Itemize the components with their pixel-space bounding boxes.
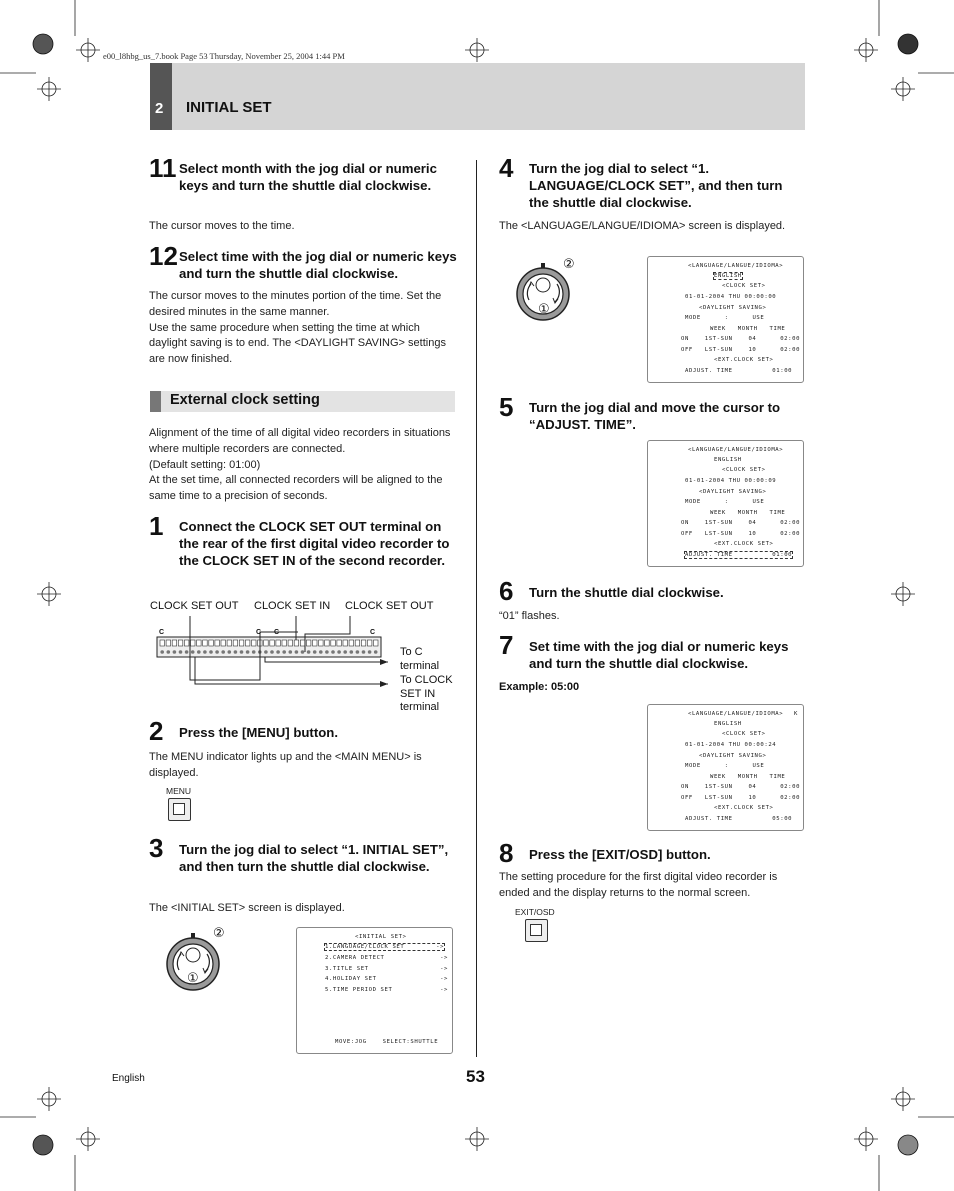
color-target-mark [898, 34, 918, 54]
arrow-label-to-clock-set-in: To CLOCK SET IN terminal [400, 674, 453, 713]
c-mark-4: C [370, 629, 376, 636]
osd-corner-mark: K [794, 711, 798, 717]
osd-line: WEEK MONTH TIME [710, 326, 786, 332]
step-12-body: The cursor moves to the minutes portion of the time. Set the desired minutes in the same manner. Use the same procedure when setting the time at which daylight saving is to end. The <DAYLIGHT SAVING> settings are now finished. [149, 290, 446, 366]
diagram-label-clock-set-out-1: CLOCK SET OUT [150, 600, 239, 612]
chapter-number-box [150, 63, 172, 130]
terminal-screw [337, 650, 341, 654]
step-11-body: The cursor moves to the time. [149, 220, 295, 232]
terminal-pin [191, 640, 196, 646]
section-body: Alignment of the time of all digital video recorders in situations where multiple recorders are connected. (Default setting: 01:00) At the set time, all connected recorders will be aligned to the same time to a precision of seconds. [149, 427, 451, 503]
osd-line: 2.CAMERA DETECT -> [325, 955, 448, 961]
step-1-number: 1 [149, 511, 164, 541]
osd-footer: MOVE:JOG SELECT:SHUTTLE [335, 1039, 439, 1045]
step-4-number: 4 [499, 153, 514, 183]
terminal-screw [313, 650, 317, 654]
diagram-label-clock-set-out-2: CLOCK SET OUT [345, 600, 434, 612]
terminal-screw [215, 650, 219, 654]
step-11-title: Select month with the jog dial or numeric keys and turn the shuttle dial clockwise. [179, 161, 437, 193]
terminal-screw [350, 650, 354, 654]
terminal-screw [246, 650, 250, 654]
terminal-screw [307, 650, 311, 654]
terminal-pin [221, 640, 226, 646]
step-5-title: Turn the jog dial and move the cursor to “ADJUST. TIME”. [529, 400, 781, 432]
terminal-screw [160, 650, 164, 654]
step-8-number: 8 [499, 838, 514, 868]
terminal-screw [295, 650, 299, 654]
exit-osd-button-icon [525, 919, 548, 942]
osd-line: <LANGUAGE/LANGUE/IDIOMA> [688, 711, 784, 717]
color-target-mark [898, 1135, 918, 1155]
print-info: e00_l8hbg_us_7.book Page 53 Thursday, November 25, 2004 1:44 PM [103, 51, 345, 61]
terminal-screw [209, 650, 213, 654]
osd-line: <DAYLIGHT SAVING> [699, 753, 767, 759]
osd-line: 01-01-2004 THU 00:00:00 [685, 294, 777, 300]
step-6-number: 6 [499, 576, 514, 606]
terminal-screw [331, 650, 335, 654]
step-12-number: 12 [149, 241, 178, 271]
color-target-mark [33, 1135, 53, 1155]
terminal-pin [166, 640, 171, 646]
osd-line: <CLOCK SET> [722, 731, 766, 737]
terminal-pin [276, 640, 281, 646]
osd-line: <EXT.CLOCK SET> [714, 541, 774, 547]
initial-set-screen [296, 927, 453, 1054]
terminal-pin [288, 640, 293, 646]
terminal-screw [368, 650, 372, 654]
terminal-pin [343, 640, 348, 646]
terminal-pin [227, 640, 232, 646]
connection-wire [265, 657, 388, 662]
chapter-header-band [150, 63, 805, 130]
terminal-pin [252, 640, 257, 646]
terminal-screw [356, 650, 360, 654]
osd-line: MODE : USE [685, 763, 765, 769]
terminal-pin [282, 640, 287, 646]
arrow-head [380, 659, 388, 665]
terminal-pin [294, 640, 299, 646]
terminal-pin [245, 640, 250, 646]
osd-line: MODE : USE [685, 499, 765, 505]
c-mark-2: C [256, 629, 262, 636]
osd-line: ADJUST. TIME 01:00 [685, 368, 793, 374]
osd-line: WEEK MONTH TIME [710, 510, 786, 516]
terminal-screw [185, 650, 189, 654]
terminal-pin [233, 640, 238, 646]
step-4-title: Turn the jog dial to select “1. LANGUAGE/CLOCK SET”, and then turn the shuttle dial clockwise. [529, 161, 783, 210]
page-number: 53 [466, 1067, 485, 1086]
arrow-label-to-c-terminal: To C terminal [400, 646, 440, 672]
step-1-title: Connect the CLOCK SET OUT terminal on the rear of the first digital video recorder to the CLOCK SET IN of the second recorder. [179, 519, 450, 568]
osd-line: <EXT.CLOCK SET> [714, 357, 774, 363]
terminal-pin [160, 640, 165, 646]
terminal-screw [362, 650, 366, 654]
terminal-screw [264, 650, 268, 654]
terminal-pin [270, 640, 275, 646]
terminal-screw [282, 650, 286, 654]
osd-line: ENGLISH [714, 721, 742, 727]
terminal-pin [178, 640, 183, 646]
osd-line: ON 1ST-SUN 04 02:00 [681, 784, 801, 790]
terminal-screw [301, 650, 305, 654]
osd-line: <CLOCK SET> [722, 467, 766, 473]
terminal-pin [172, 640, 177, 646]
osd-line: 01-01-2004 THU 00:00:24 [685, 742, 777, 748]
step-12-title: Select time with the jog dial or numeric keys and turn the shuttle dial clockwise. [179, 249, 457, 281]
terminal-pin [349, 640, 354, 646]
footer-language: English [112, 1073, 145, 1084]
osd-line: <EXT.CLOCK SET> [714, 805, 774, 811]
osd-line: ADJUST. TIME 05:00 [685, 816, 793, 822]
terminal-screw [179, 650, 183, 654]
diagram-label-clock-set-in: CLOCK SET IN [254, 600, 331, 612]
step-2-body: The MENU indicator lights up and the <MAIN MENU> is displayed. [149, 751, 422, 779]
terminal-pin [319, 640, 324, 646]
step-6-body: “01” flashes. [499, 610, 560, 622]
terminal-screw [325, 650, 329, 654]
osd-line: <CLOCK SET> [722, 283, 766, 289]
terminal-pin [325, 640, 330, 646]
terminal-screw [203, 650, 207, 654]
terminal-pin [306, 640, 311, 646]
step-2-title: Press the [MENU] button. [179, 725, 338, 740]
terminal-pin [355, 640, 360, 646]
color-target-mark [33, 34, 53, 54]
osd-line: MODE : USE [685, 315, 765, 321]
language-clock-screen-1 [647, 256, 804, 383]
osd-line: ADJUST. TIME 01:00 [685, 552, 793, 558]
step-6-title: Turn the shuttle dial clockwise. [529, 585, 724, 600]
terminal-screw [234, 650, 238, 654]
terminal-pin [197, 640, 202, 646]
terminal-screw [197, 650, 201, 654]
terminal-screw [374, 650, 378, 654]
dial-mark-2: ② [213, 925, 225, 940]
terminal-pin [374, 640, 379, 646]
c-mark-1: C [159, 629, 165, 636]
step-4-body: The <LANGUAGE/LANGUE/IDIOMA> screen is displayed. [499, 220, 786, 232]
osd-line: OFF LST-SUN 10 02:00 [681, 531, 801, 537]
chapter-title: INITIAL SET [186, 99, 272, 116]
step-2-number: 2 [149, 716, 164, 746]
arrow-head [380, 681, 388, 687]
dial-mark-1: ① [538, 301, 550, 316]
step-7-number: 7 [499, 630, 514, 660]
terminal-screw [191, 650, 195, 654]
connection-diagram [150, 612, 395, 692]
terminal-pin [239, 640, 244, 646]
c-mark-3: C [274, 629, 280, 636]
terminal-pin [313, 640, 318, 646]
step-11-number: 11 [149, 153, 177, 183]
osd-line: <DAYLIGHT SAVING> [699, 305, 767, 311]
terminal-screw [221, 650, 225, 654]
menu-button-icon [168, 798, 191, 821]
terminal-pin [203, 640, 208, 646]
osd-line: OFF LST-SUN 10 02:00 [681, 347, 801, 353]
step-3-number: 3 [149, 833, 164, 863]
menu-button-caption: MENU [166, 786, 192, 796]
exit-osd-button-caption: EXIT/OSD [515, 907, 555, 917]
dial-mark-1: ① [187, 970, 199, 985]
osd-line: 5.TIME PERIOD SET -> [325, 987, 448, 993]
step-8-body: The setting procedure for the first digital video recorder is ended and the display returns to the normal screen. [499, 871, 778, 899]
osd-line: <LANGUAGE/LANGUE/IDIOMA> [688, 447, 784, 453]
osd-line-selected: 1.LANGUAGE/CLOCK SET -> [325, 944, 445, 950]
terminal-screw [228, 650, 232, 654]
step-3-title: Turn the jog dial to select “1. INITIAL SET”, and then turn the shuttle dial clockwise. [179, 842, 449, 874]
chapter-number: 2 [155, 100, 164, 117]
terminal-screw [319, 650, 323, 654]
terminal-screw [173, 650, 177, 654]
step-8-title: Press the [EXIT/OSD] button. [529, 847, 711, 862]
terminal-screw [276, 650, 280, 654]
language-clock-screen-3 [647, 704, 804, 831]
terminal-pin [361, 640, 366, 646]
osd-line: ENGLISH [714, 273, 742, 279]
column-divider [476, 160, 477, 1057]
terminal-pin [300, 640, 305, 646]
step-5-number: 5 [499, 392, 514, 422]
terminal-screw [167, 650, 171, 654]
terminal-pin [215, 640, 220, 646]
terminal-pin [264, 640, 269, 646]
osd-line: <DAYLIGHT SAVING> [699, 489, 767, 495]
osd-line: 3.TITLE SET -> [325, 966, 448, 972]
terminal-screw [343, 650, 347, 654]
osd-line: <LANGUAGE/LANGUE/IDIOMA> [688, 263, 784, 269]
osd-line: ON 1ST-SUN 04 02:00 [681, 336, 801, 342]
step-7-title: Set time with the jog dial or numeric keys and turn the shuttle dial clockwise. [529, 639, 789, 671]
osd-line: 4.HOLIDAY SET -> [325, 976, 448, 982]
terminal-pin [367, 640, 372, 646]
terminal-pin [209, 640, 214, 646]
step-3-body: The <INITIAL SET> screen is displayed. [149, 902, 345, 914]
language-clock-screen-2 [647, 440, 804, 567]
section-title: External clock setting [170, 392, 320, 408]
osd-line: ENGLISH [714, 457, 742, 463]
terminal-screw [252, 650, 256, 654]
terminal-pin [331, 640, 336, 646]
terminal-pin [337, 640, 342, 646]
osd-line: 01-01-2004 THU 00:00:09 [685, 478, 777, 484]
terminal-screw [240, 650, 244, 654]
dial-mark-2: ② [563, 256, 575, 271]
osd-line: ON 1ST-SUN 04 02:00 [681, 520, 801, 526]
osd-line: OFF LST-SUN 10 02:00 [681, 795, 801, 801]
section-header [150, 391, 455, 412]
step-7-example: Example: 05:00 [499, 681, 580, 693]
terminal-screw [270, 650, 274, 654]
terminal-pin [184, 640, 189, 646]
osd-line: <INITIAL SET> [355, 934, 407, 940]
terminal-screw [289, 650, 293, 654]
osd-line: WEEK MONTH TIME [710, 774, 786, 780]
